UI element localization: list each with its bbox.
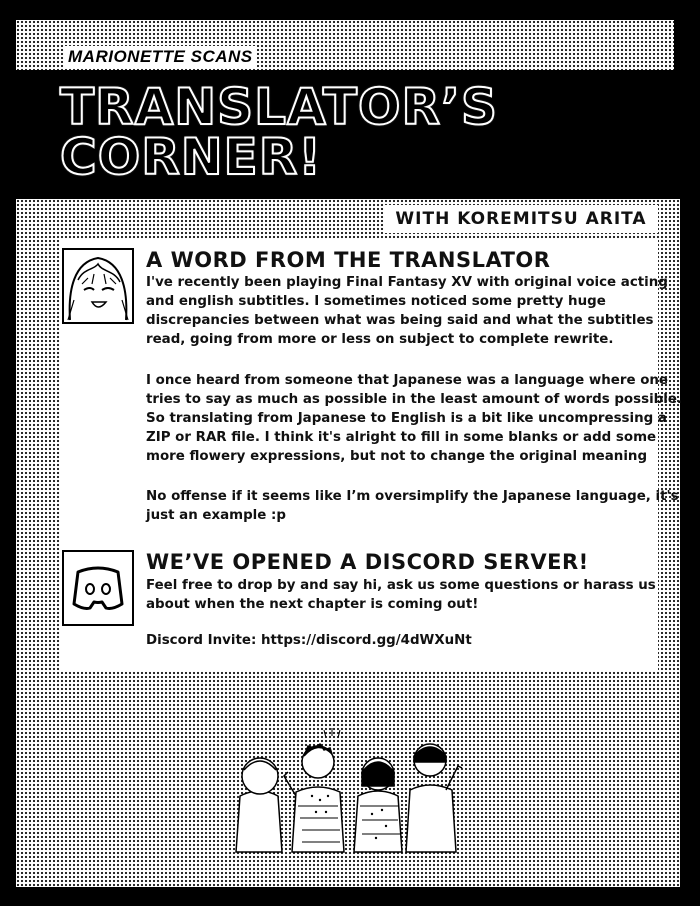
group-name: MARIONETTE SCANS bbox=[64, 46, 257, 68]
paragraph-line: just an example :p bbox=[146, 508, 286, 523]
discord-invite-link[interactable]: Discord Invite: https://discord.gg/4dWXuNt bbox=[146, 633, 472, 648]
paragraph-3 bbox=[146, 487, 679, 525]
title-line-1: TRANSLATOR’S bbox=[60, 78, 498, 136]
paragraph-line: Feel free to drop by and say hi, ask us some questions or harass us bbox=[146, 578, 656, 593]
byline: WITH KOREMITSU ARITA bbox=[384, 205, 658, 233]
chibi-characters-illustration bbox=[226, 726, 466, 854]
paragraph-line: ZIP or RAR file. I think it's alright to fill in some blanks or add some bbox=[146, 430, 657, 445]
title-line-2: CORNER! bbox=[60, 128, 323, 186]
paragraph-line: read, going from more or less on subject to complete rewrite. bbox=[146, 332, 614, 347]
paragraph-line: about when the next chapter is coming out! bbox=[146, 597, 479, 612]
paragraph-1 bbox=[146, 273, 668, 349]
paragraph-discord bbox=[146, 576, 656, 614]
translator-avatar-icon bbox=[62, 248, 134, 324]
paragraph-line: No offense if it seems like I’m oversimplify the Japanese language, it's bbox=[146, 489, 679, 504]
section-heading-discord: WE’VE OPENED A DISCORD SERVER! bbox=[146, 550, 589, 574]
paragraph-line: tries to say as much as possible in the least amount of words possible. bbox=[146, 392, 683, 407]
paragraph-line: I've recently been playing Final Fantasy XV with original voice acting bbox=[146, 275, 668, 290]
paragraph-line: and english subtitles. I sometimes noticed some pretty huge bbox=[146, 294, 606, 309]
section-heading-translator: A WORD FROM THE TRANSLATOR bbox=[146, 248, 551, 272]
paragraph-line: I once heard from someone that Japanese was a language where one bbox=[146, 373, 669, 388]
paragraph-line: discrepancies between what was being said and what the subtitles bbox=[146, 313, 654, 328]
page-title bbox=[60, 78, 660, 186]
paragraph-line: more flowery expressions, but not to change the original meaning bbox=[146, 449, 648, 464]
paragraph-line: So translating from Japanese to English is a bit like uncompressing a bbox=[146, 411, 667, 426]
discord-logo-icon bbox=[62, 550, 134, 626]
paragraph-2 bbox=[146, 371, 683, 466]
